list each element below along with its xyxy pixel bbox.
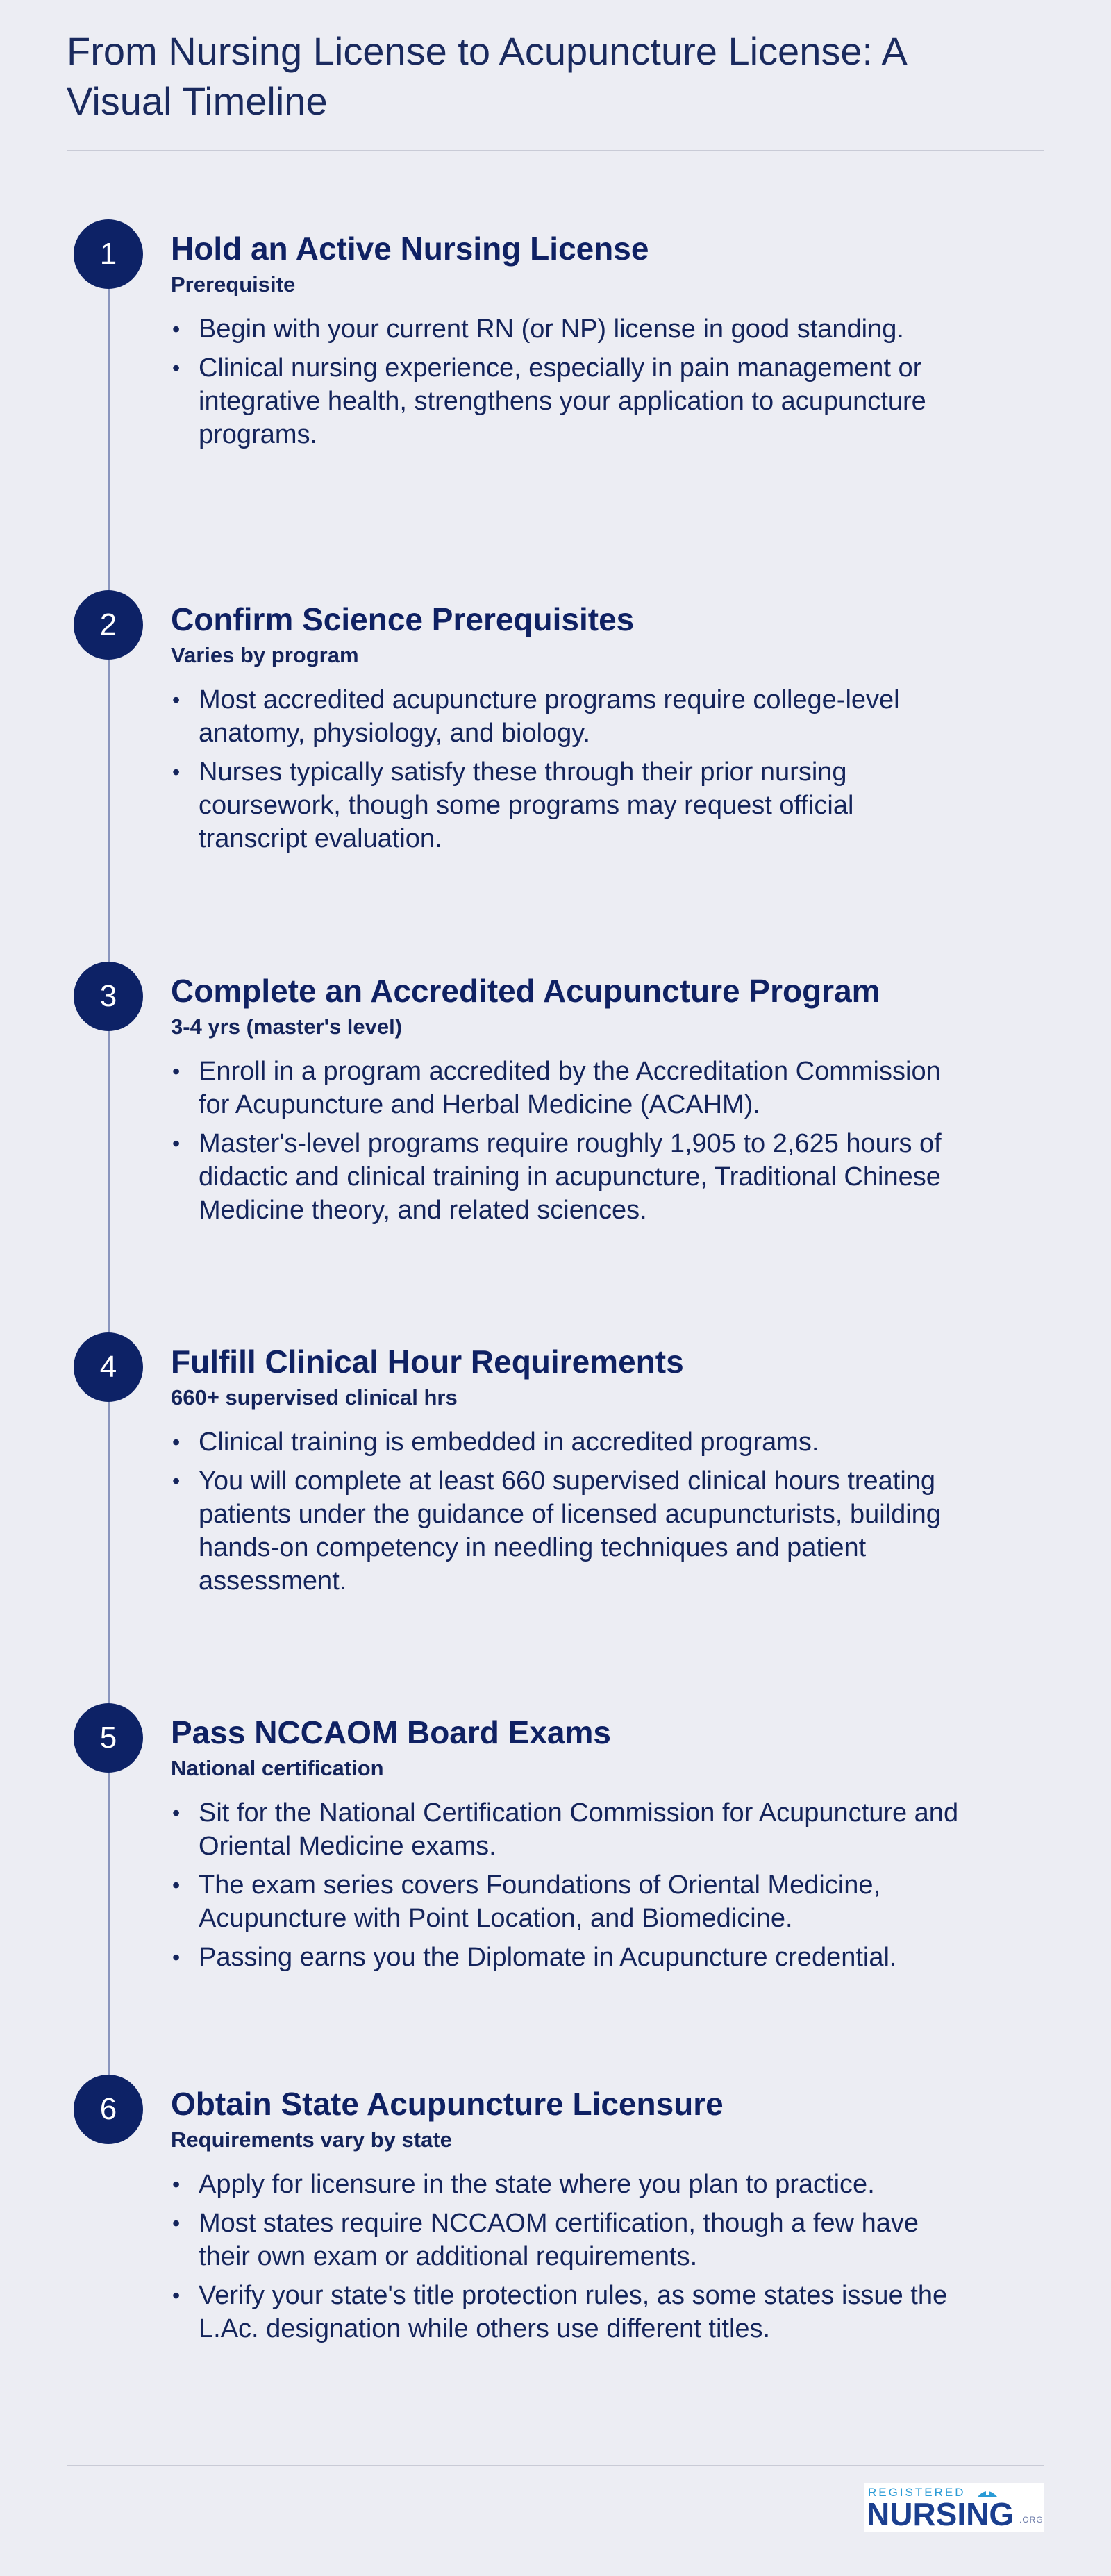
page-title: From Nursing License to Acupuncture License: A Visual Timeline <box>67 29 905 123</box>
step-subtitle: Prerequisite <box>171 272 296 296</box>
step-content <box>171 1713 969 1980</box>
step-number-badge: 4 <box>74 1332 143 1402</box>
header-divider <box>67 150 1044 151</box>
step-subtitle: National certification <box>171 1756 384 1780</box>
step-bullet-item: • Apply for licensure in the state where you plan to practice. <box>171 2168 969 2201</box>
logo-org-text: .ORG <box>1019 2515 1044 2525</box>
step-subtitle: Requirements vary by state <box>171 2127 452 2152</box>
step-bullet-item: • Clinical nursing experience, especially in pain management or integrative health, strengthens your application to acupuncture programs. <box>171 351 969 451</box>
step-content <box>171 2084 969 2351</box>
step-content <box>171 971 969 1232</box>
step-bullet-list <box>171 312 969 451</box>
step-content <box>171 1342 969 1603</box>
step-bullet-list <box>171 1425 969 1598</box>
step-bullet-item: • Enroll in a program accredited by the Accreditation Commission for Acupuncture and Herbal Medicine (ACAHM). <box>171 1055 969 1121</box>
step-bullet-item: • Passing earns you the Diplomate in Acupuncture credential. <box>171 1941 969 1974</box>
step-number-badge: 3 <box>74 962 143 1031</box>
step-number-badge: 2 <box>74 590 143 660</box>
step-bullet-item: • Master's-level programs require roughly 1,905 to 2,625 hours of didactic and clinical training in acupuncture, Traditional Chinese Medicine theory, and related sciences. <box>171 1127 969 1227</box>
step-number-badge: 1 <box>74 219 143 289</box>
step-bullet-item: • The exam series covers Foundations of Oriental Medicine, Acupuncture with Point Location, and Biomedicine. <box>171 1868 969 1935</box>
step-bullet-item: • Most accredited acupuncture programs require college-level anatomy, physiology, and biology. <box>171 683 969 750</box>
step-title: Confirm Science Prerequisites <box>171 601 635 637</box>
step-bullet-list <box>171 1055 969 1227</box>
step-subtitle: 3-4 yrs (master's level) <box>171 1014 403 1039</box>
timeline-line <box>108 242 110 2096</box>
step-bullet-list <box>171 1796 969 1974</box>
step-bullet-item: • Begin with your current RN (or NP) license in good standing. <box>171 312 969 346</box>
registered-nursing-logo[interactable] <box>864 2483 1044 2532</box>
step-bullet-item: • You will complete at least 660 supervised clinical hours treating patients under the guidance of licensed acupuncturists, building hands-on competency in needling techniques and patient assessment. <box>171 1464 969 1598</box>
logo-nursing-text: NURSING <box>867 2496 1014 2532</box>
footer-divider <box>67 2465 1044 2466</box>
step-bullet-item: • Clinical training is embedded in accredited programs. <box>171 1425 969 1459</box>
step-bullet-item: • Sit for the National Certification Commission for Acupuncture and Oriental Medicine exams. <box>171 1796 969 1863</box>
step-number-badge: 5 <box>74 1703 143 1773</box>
step-content <box>171 229 969 457</box>
logo-registered-text: REGISTERED <box>868 2486 966 2499</box>
step-subtitle: 660+ supervised clinical hrs <box>171 1385 458 1410</box>
step-bullet-item: • Nurses typically satisfy these through their prior nursing coursework, though some programs may request official transcript evaluation. <box>171 755 969 855</box>
step-title: Hold an Active Nursing License <box>171 231 649 267</box>
step-title: Obtain State Acupuncture Licensure <box>171 2086 724 2122</box>
step-title: Fulfill Clinical Hour Requirements <box>171 1344 684 1380</box>
step-subtitle: Varies by program <box>171 643 359 667</box>
step-bullet-item: • Most states require NCCAOM certification, though a few have their own exam or additional requirements. <box>171 2207 969 2273</box>
step-number-badge: 6 <box>74 2075 143 2144</box>
step-title: Complete an Accredited Acupuncture Program <box>171 973 880 1009</box>
step-content <box>171 600 969 861</box>
step-bullet-list <box>171 683 969 855</box>
step-bullet-list <box>171 2168 969 2345</box>
step-bullet-item: • Verify your state's title protection rules, as some states issue the L.Ac. designation while others use different titles. <box>171 2279 969 2345</box>
step-title: Pass NCCAOM Board Exams <box>171 1714 611 1750</box>
